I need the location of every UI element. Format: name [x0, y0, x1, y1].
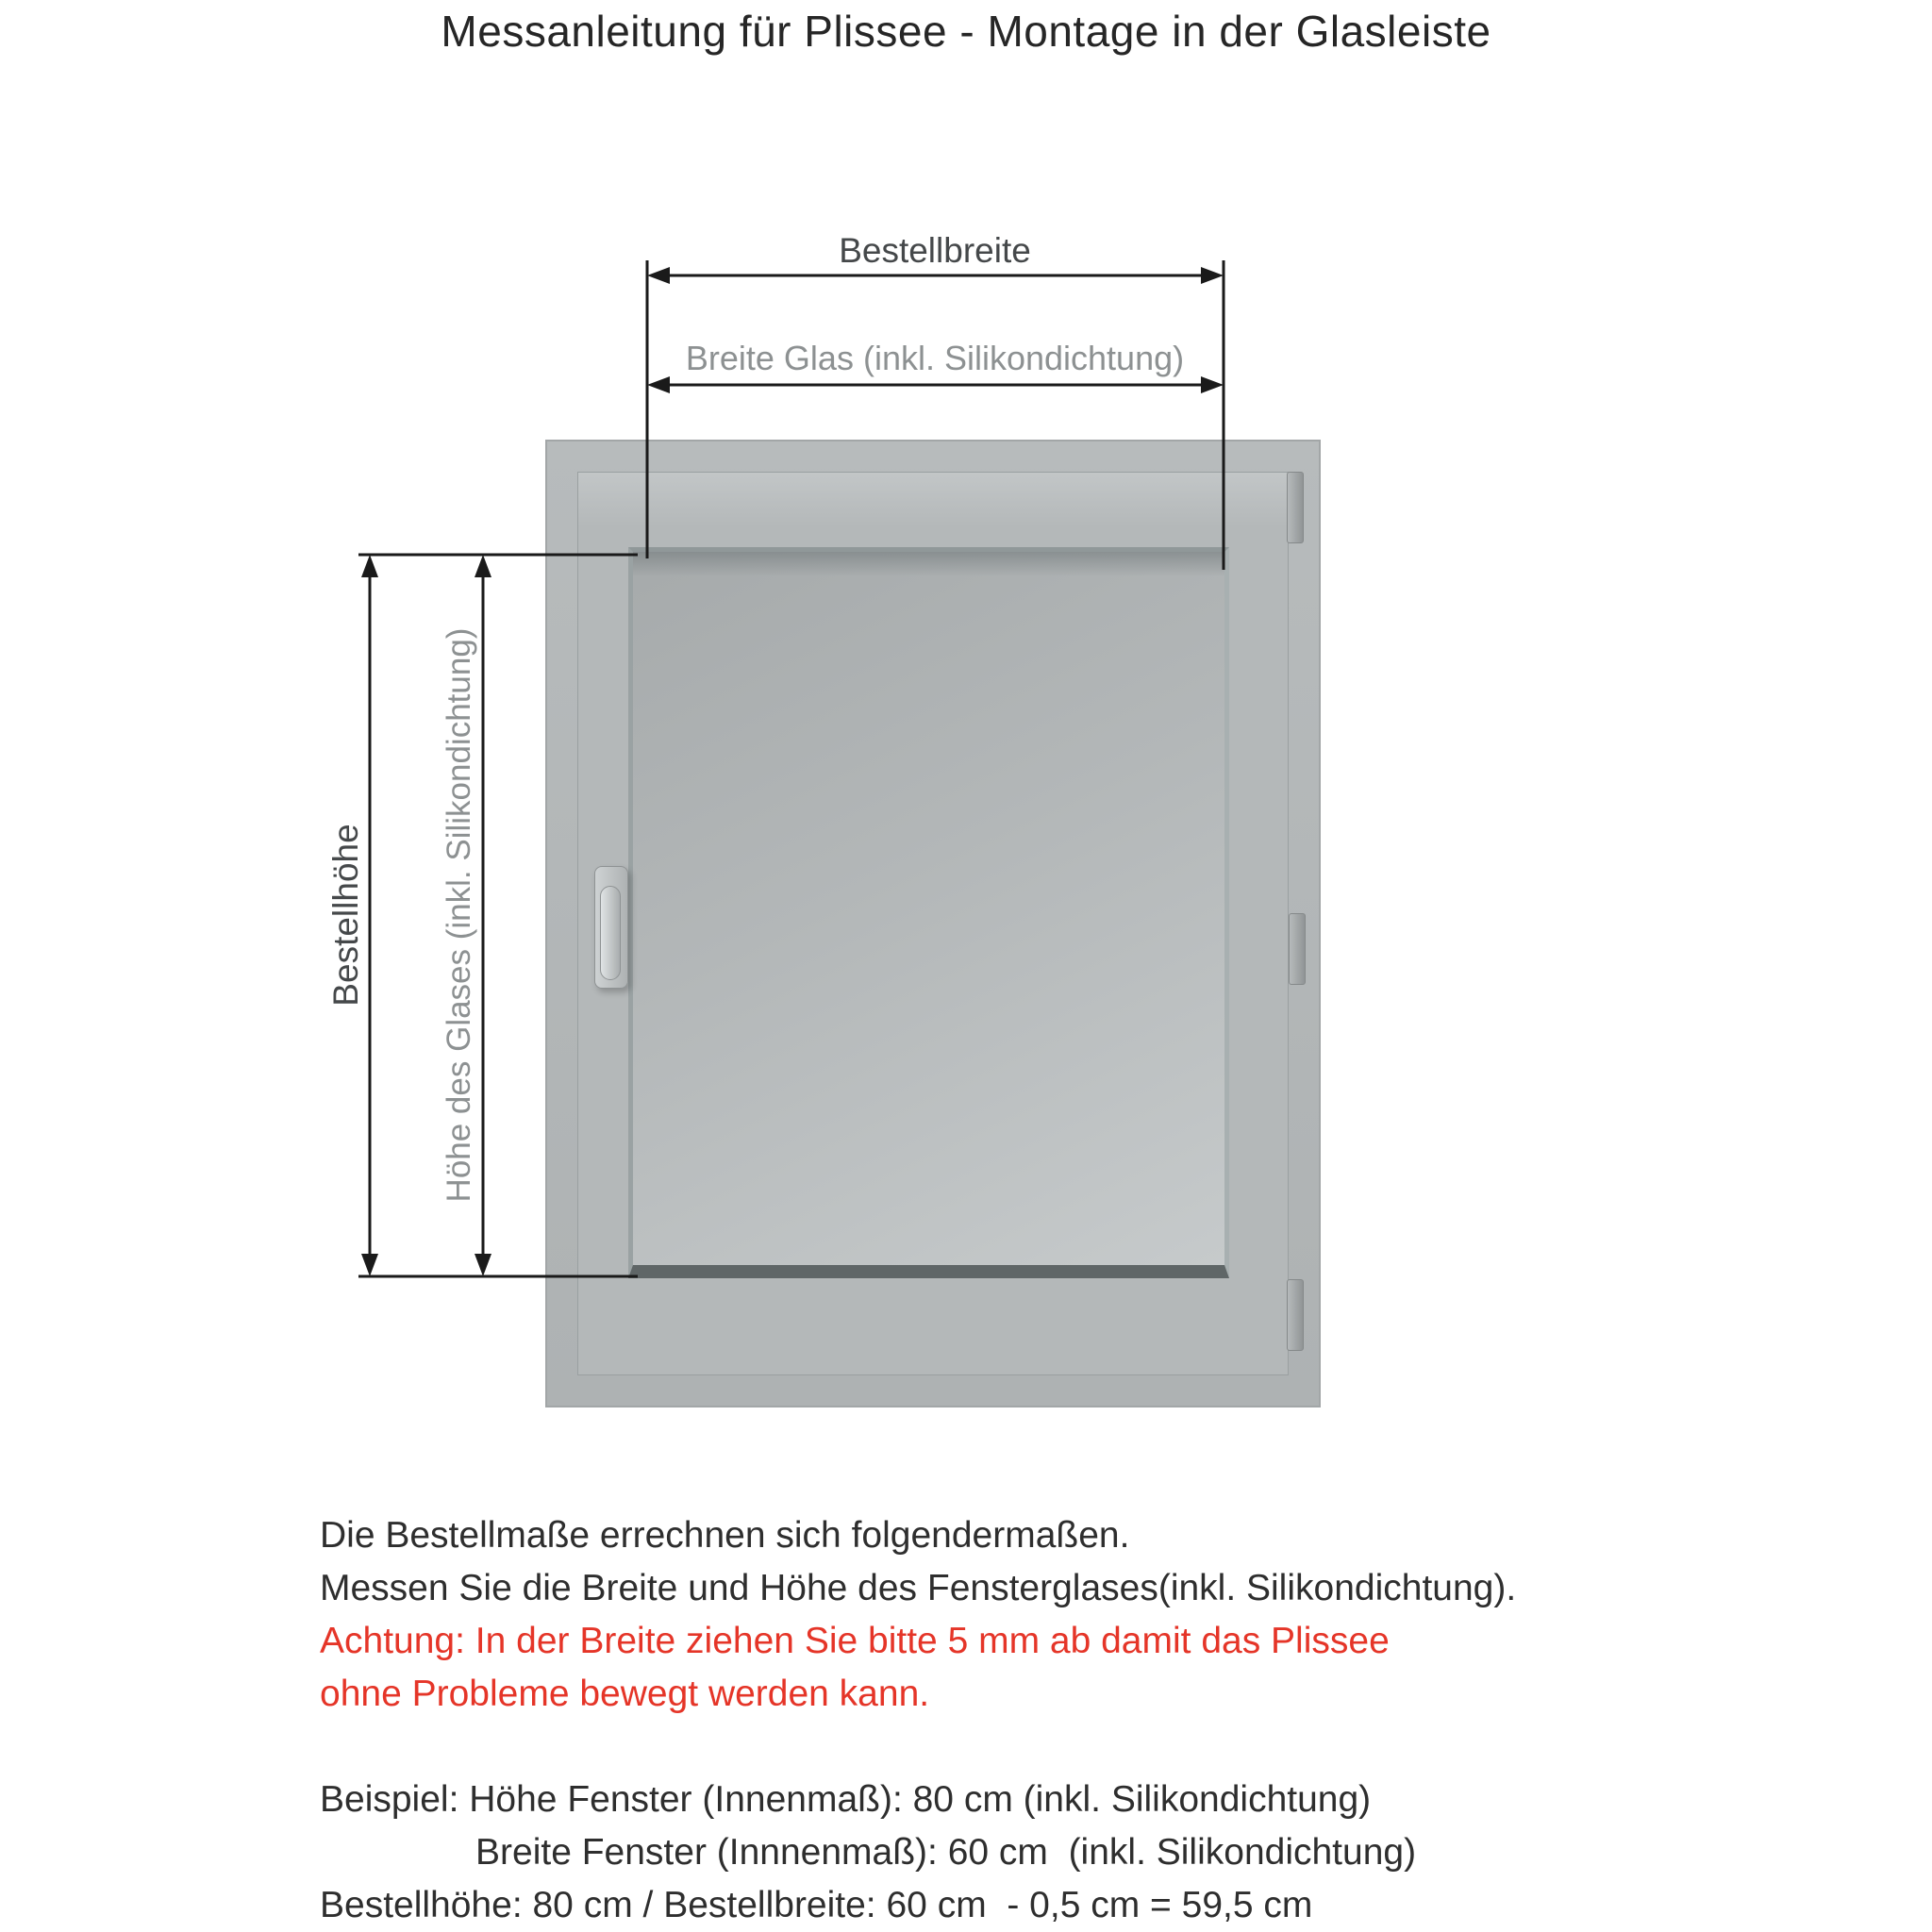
arrowhead — [361, 1254, 378, 1276]
hinge-bottom — [1287, 1279, 1304, 1351]
example-line-2: Breite Fenster (Innnenmaß): 60 cm (inkl. Silikondichtung) — [475, 1832, 1417, 1873]
warning-line-2: ohne Probleme bewegt werden kann. — [320, 1674, 930, 1714]
example-line-1: Beispiel: Höhe Fenster (Innenmaß): 80 cm (inkl. Silikondichtung) — [320, 1779, 1372, 1820]
window-sash — [577, 472, 1289, 1375]
arrowhead — [475, 1254, 491, 1276]
window-glass — [628, 547, 1229, 1278]
window-handle-lever — [600, 886, 621, 980]
arrowhead — [1201, 376, 1224, 393]
warning-line-1: Achtung: In der Breite ziehen Sie bitte 5 mm ab damit das Plissee — [320, 1621, 1390, 1661]
label-order-height: Bestellhöhe — [326, 824, 365, 1007]
instruction-line-1: Die Bestellmaße errechnen sich folgendermaßen. — [320, 1515, 1130, 1556]
label-glass-width: Breite Glas (inkl. Silikondichtung) — [685, 339, 1185, 377]
instruction-line-2: Messen Sie die Breite und Höhe des Fensterglases(inkl. Silikondichtung). — [320, 1568, 1517, 1608]
arrowhead — [647, 267, 670, 284]
hinge-top — [1289, 913, 1306, 985]
instructions-text — [320, 1509, 1516, 1932]
example-line-3: Bestellhöhe: 80 cm / Bestellbreite: 60 cm - 0,5 cm = 59,5 cm — [320, 1885, 1313, 1925]
page-title: Messanleitung für Plissee - Montage in der Glasleiste — [441, 7, 1491, 56]
label-order-width: Bestellbreite — [839, 231, 1031, 270]
arrowhead — [475, 555, 491, 577]
text-spacer — [320, 1721, 1516, 1774]
arrowhead — [1201, 267, 1224, 284]
hinge-top — [1287, 472, 1304, 543]
arrowhead — [647, 376, 670, 393]
window-frame — [545, 440, 1321, 1407]
label-glass-height: Höhe des Glases (inkl. Silikondichtung) — [441, 627, 477, 1203]
arrowhead — [361, 555, 378, 577]
window-handle — [594, 866, 628, 989]
